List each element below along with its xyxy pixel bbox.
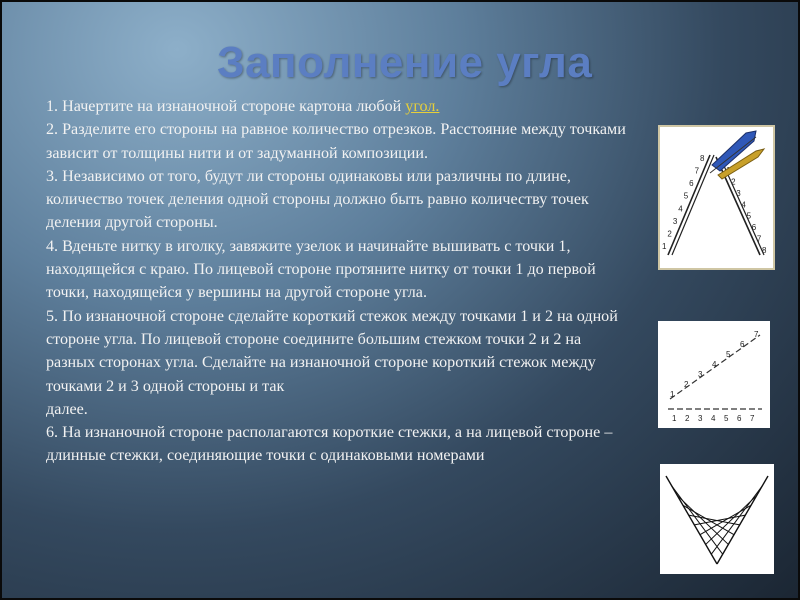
angle-left-number: 1 <box>662 242 667 251</box>
horizontal-line-number: 1 <box>672 414 677 423</box>
filled-angle-diagram <box>660 464 774 574</box>
angle-left-number: 6 <box>689 179 694 189</box>
instructions-text <box>46 95 626 468</box>
angle-diagram <box>658 125 775 270</box>
diagonal-line-number: 4 <box>712 360 717 369</box>
diagonal-line-number: 5 <box>726 350 731 359</box>
angle-left-number: 5 <box>683 191 689 201</box>
angle-left-number: 8 <box>700 154 705 163</box>
horizontal-line-number: 3 <box>698 414 703 423</box>
horizontal-line-number: 5 <box>724 414 729 423</box>
diagonal-line-number: 3 <box>698 370 703 379</box>
slide-title: Заполнение угла <box>217 38 593 87</box>
filled-angle-svg <box>660 464 774 574</box>
step-1-text: 1. Начертите на изнаночной стороне картона любой <box>46 98 406 115</box>
step-5-continued: далее. <box>46 400 88 418</box>
angle-right-number: 3 <box>736 188 741 198</box>
diagonal-line-number: 1 <box>670 390 675 399</box>
step-5: 5. По изнаночной стороне сделайте короткий стежок между точками 1 и 2 на одной стороне угла. По лицевой стороне соедините большим стежком точки 2 и 2 на разных сторонах угла. Сделайте на изнаночной стороне короткий стежок между точками 2 и 3 одной стороны и так <box>46 307 618 395</box>
string-art-pattern <box>666 476 768 564</box>
angle-left-number: 3 <box>672 216 678 226</box>
needle-icon <box>710 131 764 179</box>
horizontal-line-number: 6 <box>737 414 742 423</box>
angle-left-number: 2 <box>667 229 672 239</box>
horizontal-line-number: 7 <box>750 414 755 423</box>
angle-right-number: 8 <box>762 246 767 255</box>
stitch-line-diagram <box>658 321 770 428</box>
angle-right-number: 6 <box>751 223 757 233</box>
angle-link[interactable]: угол. <box>405 98 440 115</box>
angle-right-number: 7 <box>756 234 762 244</box>
angle-left-number: 7 <box>694 166 700 176</box>
angle-left-number: 4 <box>678 204 683 214</box>
diagonal-line-number: 7 <box>754 330 759 339</box>
step-6: 6. На изнаночной стороне располагаются короткие стежки, а на лицевой стороне – длинные стежки, соединяющие точки с одинаковыми номерами <box>46 424 613 465</box>
step-1 <box>46 95 626 118</box>
angle-right-number: 4 <box>741 200 746 210</box>
diagonal-line-number: 2 <box>684 380 689 389</box>
angle-right-number: 5 <box>746 211 752 221</box>
step-2: 2. Разделите его стороны на равное количество отрезков. Расстояние между точками зависит от толщины нити и от задуманной композиции. <box>46 121 626 162</box>
angle-right-number: 2 <box>731 177 736 187</box>
step-4: 4. Вденьте нитку в иголку, завяжите узелок и начинайте вышивать с точки 1, находящейся с краю. По лицевой стороне протяните нитку от точки 1 до первой точки, находящейся у вершины на другой стороне угла. <box>46 237 596 302</box>
step-3: 3. Независимо от того, будут ли стороны одинаковы или различны по длине, количество точек деления одной стороны должно быть равно количеству точек деления другой стороны. <box>46 167 589 232</box>
horizontal-line-number: 2 <box>685 414 690 423</box>
stitch-line-svg <box>658 321 770 428</box>
horizontal-line-number: 4 <box>711 414 716 423</box>
diagonal-line-number: 6 <box>740 340 745 349</box>
angle-diagram-svg <box>660 127 773 268</box>
